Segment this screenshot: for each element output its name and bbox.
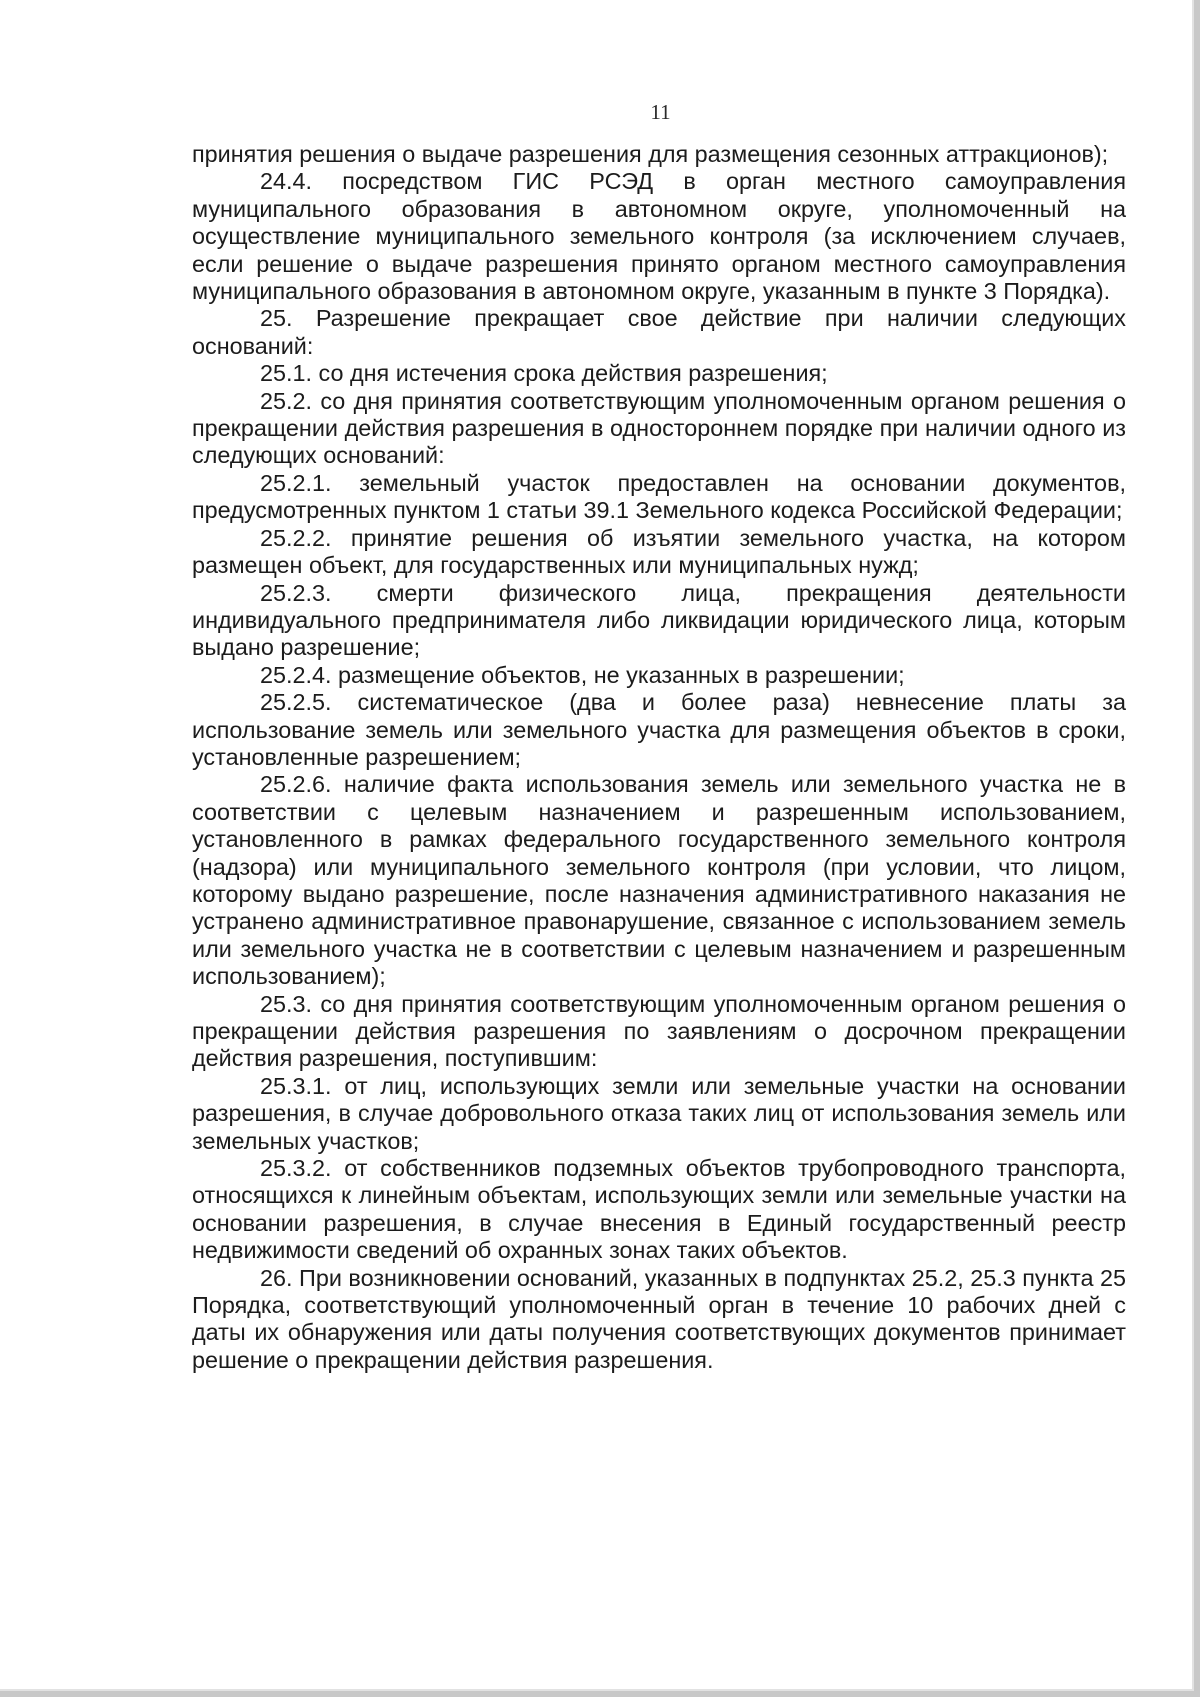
paragraph: принятия решения о выдаче разрешения для размещения сезонных аттракционов);: [192, 141, 1109, 167]
paragraph: 25.3.1. от лиц, использующих земли или земельные участки на основании разрешения, в случае добровольного отказа таких лиц от использования земель или земельных участков;: [192, 1072, 1126, 1154]
paragraph: 26. При возникновении оснований, указанных в подпунктах 25.2, 25.3 пункта 25 Порядка, соответствующий уполномоченный орган в течение 10 рабочих дней с даты их обнаружения или даты получения соответствующих документов принимает решение о прекращении действия разрешения.: [192, 1264, 1126, 1373]
paragraph: 25.2.5. систематическое (два и более раза) невнесение платы за использование земель или земельного участка для размещения объектов в сроки, установленные разрешением;: [192, 689, 1126, 770]
paragraph: 25.2.3. смерти физического лица, прекращения деятельности индивидуального предпринимателя либо ликвидации юридического лица, которым выдано разрешение;: [192, 579, 1126, 661]
paragraph: 25.1. со дня истечения срока действия разрешения;: [260, 360, 828, 387]
paragraph: 25.2.2. принятие решения об изъятии земельного участка, на котором размещен объект, для государственных или муниципальных нужд;: [192, 524, 1126, 579]
paragraph: 25.2.1. земельный участок предоставлен на основании документов, предусмотренных пунктом 1 статьи 39.1 Земельного кодекса Российской Федерации;: [192, 469, 1126, 524]
page-number: 11: [650, 100, 671, 124]
paragraph: 25. Разрешение прекращает свое действие при наличии следующих оснований:: [192, 305, 1126, 359]
document-body: [192, 141, 1126, 1374]
paragraph: 25.2.6. наличие факта использования земель или земельного участка не в соответствии с целевым назначением и разрешенным использованием, установленного в рамках федерального государственного земельного контроля (надзора) или муниципального земельного контроля (при условии, что лицом, которому выдано разрешение, после назначения административного наказания не устранено административное правонарушение, связанное с использованием земель или земельного участка не в соответствии с целевым назначением и разрешенным использованием);: [192, 771, 1126, 990]
paragraph: 25.2. со дня принятия соответствующим уполномоченным органом решения о прекращении действия разрешения в одностороннем порядке при наличии одного из следующих оснований:: [192, 387, 1126, 469]
paragraph: 25.3.2. от собственников подземных объектов трубопроводного транспорта, относящихся к линейным объектам, использующих земли или земельные участки на основании разрешения, в случае внесения в Единый государственный реестр недвижимости сведений об охранных зонах таких объектов.: [192, 1155, 1126, 1264]
paragraph: 25.2.4. размещение объектов, не указанных в разрешении;: [260, 661, 905, 688]
paragraph: 25.3. со дня принятия соответствующим уполномоченным органом решения о прекращении действия разрешения по заявлениям о досрочном прекращении действия разрешения, поступившим:: [192, 990, 1126, 1072]
paragraph: 24.4. посредством ГИС РСЭД в орган местного самоуправления муниципального образования в автономном округе, уполномоченный на осуществление муниципального земельного контроля (за исключением случаев, если решение о выдаче разрешения принято органом местного самоуправления муниципального образования в автономном округе, указанным в пункте 3 Порядка).: [192, 168, 1126, 305]
